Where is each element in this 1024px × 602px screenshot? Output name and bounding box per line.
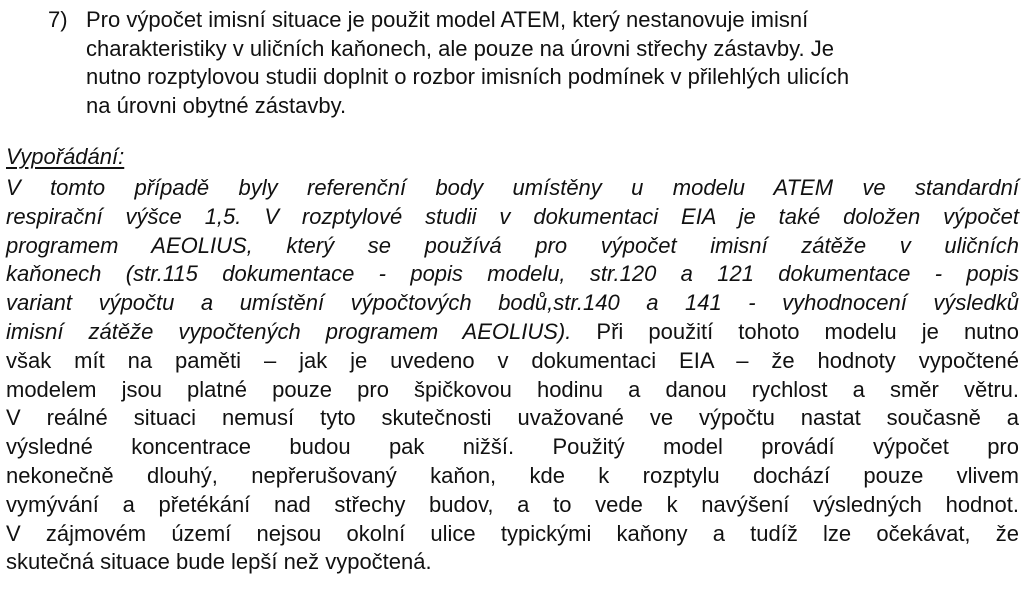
response-line xyxy=(6,232,1019,261)
response-line xyxy=(6,347,1019,376)
response-line xyxy=(6,289,1019,318)
response-line xyxy=(6,376,1019,405)
item-number: 7) xyxy=(48,7,68,32)
response-line xyxy=(6,520,1019,549)
comment-line: Pro výpočet imisní situace je použit model ATEM, který nestanovuje imisní xyxy=(86,7,809,32)
response-line-italic: V tomto případě byly referenční body umístěny u modelu ATEM ve standardní xyxy=(6,175,1019,200)
response-line xyxy=(6,491,1019,520)
response-line-italic: imisní zátěže vypočtených programem AEOLIUS). xyxy=(6,318,572,344)
response-line xyxy=(6,548,1019,577)
response-line xyxy=(6,462,1019,491)
comment-text xyxy=(86,6,1010,120)
response-line-normal: modelem jsou platné pouze pro špičkovou hodinu a danou rychlost a směr větru. xyxy=(6,376,1019,402)
response-line-italic: variant výpočtu a umístění výpočtových bodů,str.140 a 141 - vyhodnocení výsledků xyxy=(6,290,1019,316)
response-line-normal: skutečná situace bude lepší než vypočtená. xyxy=(6,549,432,575)
response-line-italic: programem AEOLIUS, který se používá pro výpočet imisní zátěže v uličních xyxy=(6,232,1019,258)
response-line-italic: kaňonech (str.115 dokumentace - popis modelu, str.120 a 121 dokumentace - popis xyxy=(6,261,1019,287)
response-line-normal: Při použití tohoto modelu je nutno xyxy=(571,318,1019,344)
response-line-italic: respirační výšce 1,5. V rozptylové studii v dokumentaci EIA je také doložen výpočet xyxy=(6,203,1019,229)
response-line xyxy=(6,260,1019,289)
comment-line: nutno rozptylovou studii doplnit o rozbor imisních podmínek v přilehlých ulicích xyxy=(86,64,850,89)
response-line xyxy=(6,404,1019,433)
response-line-normal: vymývání a přetékání nad střechy budov, a to vede k navýšení výsledných hodnot. xyxy=(6,491,1019,517)
response-line-normal: V reálné situaci nemusí tyto skutečnosti uvažované ve výpočtu nastat současně a xyxy=(6,405,1019,431)
response-line-normal: však mít na paměti – jak je uvedeno v dokumentaci EIA – že hodnoty vypočtené xyxy=(6,347,1019,373)
response-line xyxy=(6,174,1019,203)
response-line xyxy=(6,433,1019,462)
response-text xyxy=(6,174,1019,577)
response-heading: Vypořádání: xyxy=(6,144,125,169)
response-line xyxy=(6,203,1019,232)
response-line-normal: nekonečně dlouhý, nepřerušovaný kaňon, kde k rozptylu dochází pouze vlivem xyxy=(6,462,1019,488)
comment-line: na úrovni obytné zástavby. xyxy=(86,92,347,118)
response-line-normal: V zájmovém území nejsou okolní ulice typickými kaňony a tudíž lze očekávat, že xyxy=(6,520,1019,546)
response-line xyxy=(6,318,1019,347)
response-line-normal: výsledné koncentrace budou pak nižší. Použitý model provádí výpočet pro xyxy=(6,434,1019,460)
comment-line: charakteristiky v uličních kaňonech, ale pouze na úrovni střechy zástavby. Je xyxy=(86,35,834,61)
